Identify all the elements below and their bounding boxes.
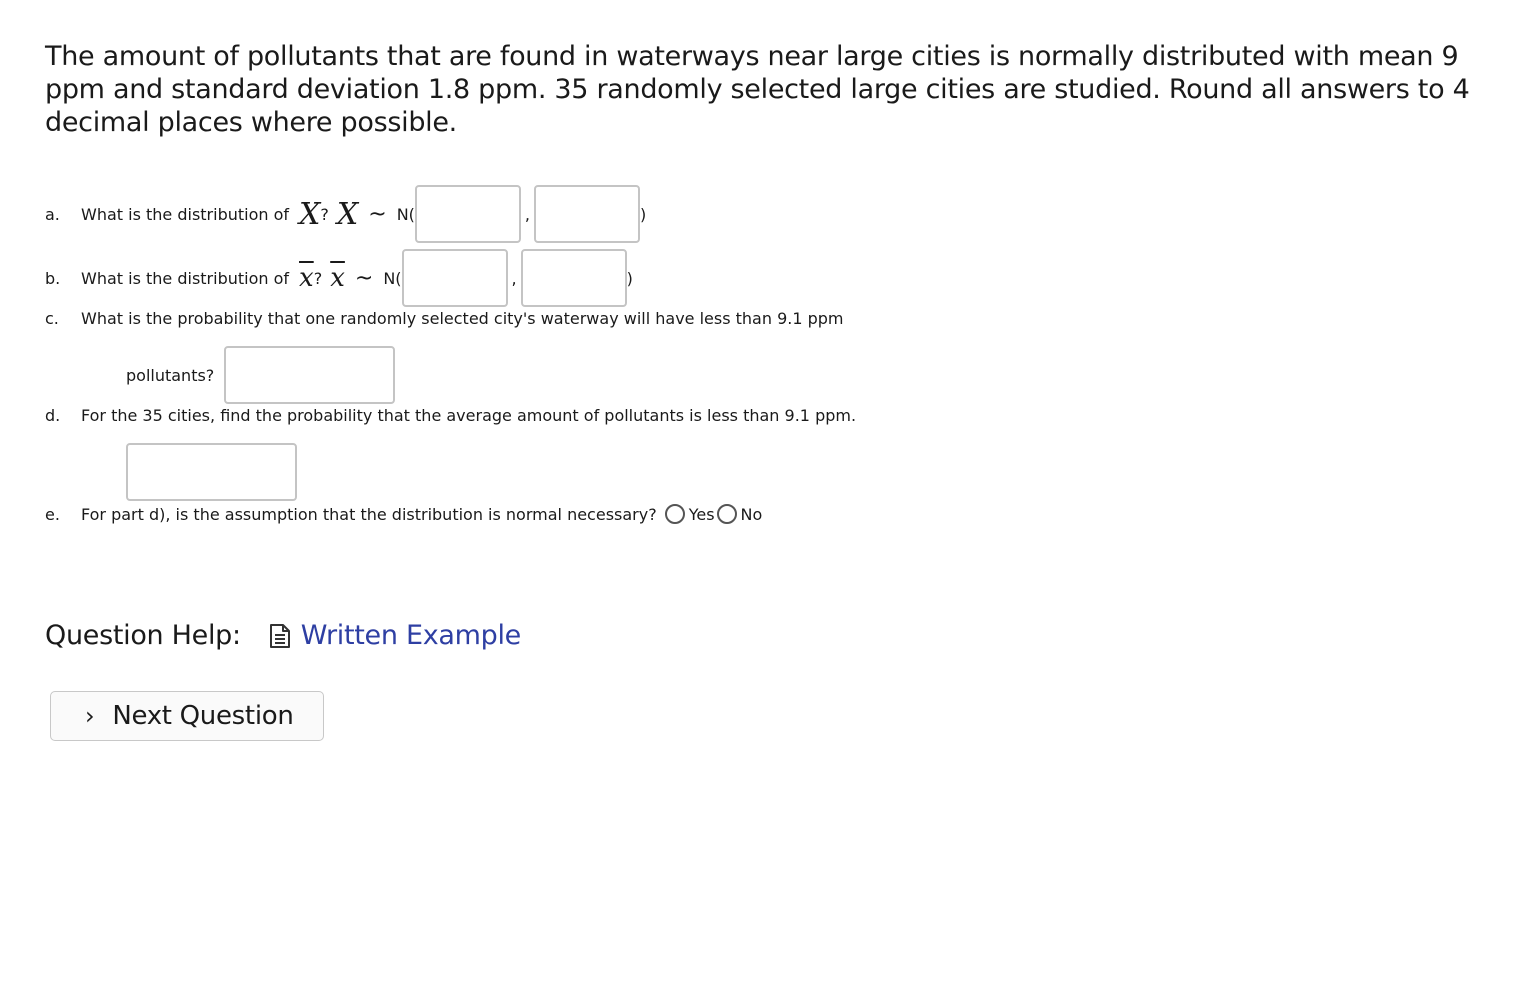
document-icon[interactable] — [269, 623, 291, 649]
radio-no-icon[interactable] — [717, 504, 737, 524]
answer-c-input[interactable] — [224, 346, 395, 404]
question-e-letter: e. — [45, 504, 60, 524]
question-e-text: For part d), is the assumption that the distribution is normal necessary? — [81, 504, 657, 524]
next-question-label: Next Question — [112, 701, 294, 731]
question-c-text-line1: What is the probability that one randomly selected city's waterway will have less than 9.1 ppm — [81, 309, 844, 328]
answer-e-no-option[interactable] — [717, 504, 763, 524]
answer-e-yes-option[interactable] — [665, 504, 715, 524]
question-b — [45, 249, 633, 307]
answer-a-sd-input[interactable] — [534, 185, 640, 243]
problem-statement — [45, 40, 1490, 139]
question-a-letter: a. — [45, 204, 60, 224]
question-c — [45, 309, 844, 328]
question-b-tilde: ~ — [354, 265, 374, 291]
question-b-variable: $\overline{x}$ — [299, 263, 314, 293]
question-a-comma: , — [524, 204, 530, 224]
answer-d-input[interactable] — [126, 443, 297, 501]
answer-e-yes-label[interactable]: Yes — [688, 504, 715, 524]
question-a-variable: X — [299, 196, 321, 232]
question-a-n-open: N( — [396, 204, 415, 224]
next-question-button[interactable] — [50, 691, 324, 741]
question-b-comma: , — [511, 268, 517, 288]
question-d-letter: d. — [45, 406, 61, 425]
question-d-answer-row — [126, 443, 297, 501]
question-b-text: What is the distribution of — [81, 268, 290, 288]
question-b-letter: b. — [45, 268, 61, 288]
radio-yes-icon[interactable] — [665, 504, 685, 524]
question-d-text: For the 35 cities, find the probability that the average amount of pollutants is less than 9.1 ppm. — [81, 406, 857, 425]
answer-e-no-label[interactable]: No — [740, 504, 763, 524]
problem-intro: The amount of pollutants that are found in waterways near large cities is normally distributed with mean 9 ppm and standard deviation 1.8 ppm. 35 randomly selected large cities are studied. Round all answers to 4 decimal places where possible. — [45, 41, 1470, 138]
question-d — [45, 406, 856, 425]
question-a-tilde: ~ — [368, 201, 387, 227]
answer-b-sd-input[interactable] — [521, 249, 627, 307]
answer-a-mean-input[interactable] — [415, 185, 521, 243]
question-help-label: Question Help: — [45, 620, 241, 651]
question-b-qmark: ? — [313, 268, 323, 288]
question-c-letter: c. — [45, 309, 59, 328]
answer-b-mean-input[interactable] — [402, 249, 508, 307]
question-e — [45, 504, 762, 524]
question-a-text: What is the distribution of — [81, 204, 290, 224]
question-help — [45, 620, 521, 651]
question-a-close: ) — [640, 204, 647, 224]
question-b-close: ) — [626, 268, 633, 288]
question-c-text-line2: pollutants? — [126, 365, 215, 385]
question-a — [45, 185, 646, 243]
written-example-link[interactable]: Written Example — [300, 620, 521, 651]
question-b-variable-2: $\overline{x}$ — [330, 263, 345, 293]
question-a-qmark: ? — [320, 204, 329, 224]
question-a-variable-2: X — [336, 196, 359, 232]
question-c-line2 — [126, 346, 395, 404]
chevron-right-icon: › — [85, 702, 95, 730]
question-b-n-open: N( — [383, 268, 402, 288]
